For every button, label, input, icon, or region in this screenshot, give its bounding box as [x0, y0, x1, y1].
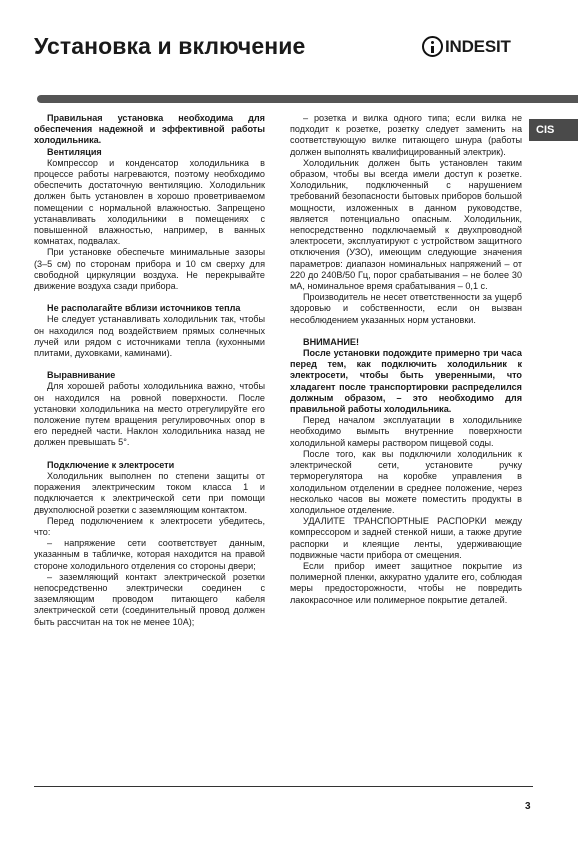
- footer-divider: [34, 786, 533, 787]
- page-title: Установка и включение: [34, 33, 306, 59]
- info-icon: [422, 36, 443, 57]
- paragraph: После того, как вы подключили холодильник к электрической сети, установите ручку терморегулятора на коробке управления в холодильном отделении в среднее положение, через несколько часов вы можете поместить продукты в холодильное отделение.: [290, 448, 522, 515]
- spacer: [34, 292, 265, 303]
- paragraph: УДАЛИТЕ ТРАНСПОРТНЫЕ РАСПОРКИ между компрессором и задней стенкой ниши, а также другие распорки и клеящие ленты, удерживающие подвижные части прибора от смещения.: [290, 516, 522, 560]
- paragraph: Производитель не несет ответственности за ущерб здоровью и собственности, если он вызван несоблюдением указанных норм установки.: [290, 292, 522, 325]
- paragraph: Перед подключением к электросети убедитесь, что:: [34, 515, 265, 537]
- bold-paragraph: После установки подождите примерно три часа перед тем, как подключить холодильник к электросети, чтобы быть уверенными, что хладагент после транспортировки распределился должным образом, – это необходимо для правильной работы холодильника.: [290, 348, 522, 415]
- spacer: [34, 449, 265, 460]
- brand-name: INDESIT: [445, 36, 511, 56]
- paragraph: Перед началом эксплуатации в холодильнике необходимо вымыть внутренние поверхности холодильной камеры раствором пищевой соды.: [290, 415, 522, 448]
- left-column: [34, 113, 265, 628]
- paragraph: Холодильник должен быть установлен таким образом, чтобы вы всегда имели доступ к розетке. Холодильник, подключенный с нарушением требований безопасности бытовых приборов большой мощности, изложенных в данном руководстве, является потенциально опасным. Холодильник, непосредственно подключаемый к двухпроводной электросети, эксплуатируют с устройством защитного отключения (УЗО), имеющим следующие значения параметров: диапазон номинальных напряжений – от 220 до 240В/50 Гц, порог срабатывания – не более 30 мА, номинальное время срабатывания – 0,1 с.: [290, 157, 522, 292]
- paragraph: Для хорошей работы холодильника важно, чтобы он находился на ровной поверхности. После установки холодильника на место отрегулируйте его положение путем вращения регулировочных опор в его передней части. Наклон холодильника назад не должен превышать 5°.: [34, 381, 265, 448]
- paragraph: – напряжение сети соответствует данным, указанным в табличке, которая находится на правой стороне холодильного отделения со стороны двери;: [34, 538, 265, 571]
- paragraph: Холодильник выполнен по степени защиты от поражения электрическим током класса 1 и подключается к электрической сети при помощи двухполюсной розетки с заземляющим контактом.: [34, 470, 265, 515]
- paragraph: При установке обеспечьте минимальные зазоры (3–5 см) по сторонам прибора и 10 см сверху для свободной циркуляции воздуха. Не перекрывайте движение воздуха сзади прибора.: [34, 247, 265, 292]
- spacer: [290, 326, 522, 337]
- section-heading: ВНИМАНИЕ!: [303, 336, 360, 347]
- paragraph: – заземляющий контакт электрической розетки непосредственно электрически соединен с заземляющим проводом питающего кабеля электрической сети (соединительный провод должен быть рассчитан на ток не менее 10А);: [34, 571, 265, 627]
- section-heading: Вентиляция: [47, 146, 102, 157]
- section-heading: Выравнивание: [47, 370, 116, 381]
- paragraph: – розетка и вилка одного типа; если вилка не подходит к розетке, розетку следует заменить на соответствующую вилке питающего шнура (работы должен выполнять квалифицированный электрик).: [290, 113, 522, 157]
- section-heading: Подключение к электросети: [47, 459, 175, 470]
- language-tab: CIS: [529, 119, 578, 141]
- brand-logo: [422, 36, 511, 57]
- right-column: [290, 113, 522, 606]
- paragraph: Если прибор имеет защитное покрытие из полимерной пленки, аккуратно удалите его, соблюдая меры предосторожности, чтобы не повредить лакокрасочное или полимерное покрытие деталей.: [290, 560, 522, 605]
- paragraph: Не следует устанавливать холодильник так, чтобы он находился под воздействием прямых солнечных лучей или рядом с источниками тепла (кухонными плитами, духовками, каминами).: [34, 314, 265, 359]
- spacer: [34, 359, 265, 370]
- section-heading: Не располагайте вблизи источников тепла: [47, 303, 241, 314]
- paragraph: Компрессор и конденсатор холодильника в процессе работы нагреваются, поэтому необходимо обеспечить достаточную вентиляцию. Холодильник должен быть установлен в хорошо проветриваемом помещении с нормальной влажностью. Запрещено устанавливать холодильники в помещениях с повышенной влажностью, например, в ванных комнатах, подвалах.: [34, 157, 265, 247]
- bold-paragraph: Правильная установка необходима для обеспечения надежной и эффективной работы холодильника.: [34, 113, 265, 146]
- header-divider: [37, 95, 578, 103]
- page-number: 3: [525, 801, 531, 812]
